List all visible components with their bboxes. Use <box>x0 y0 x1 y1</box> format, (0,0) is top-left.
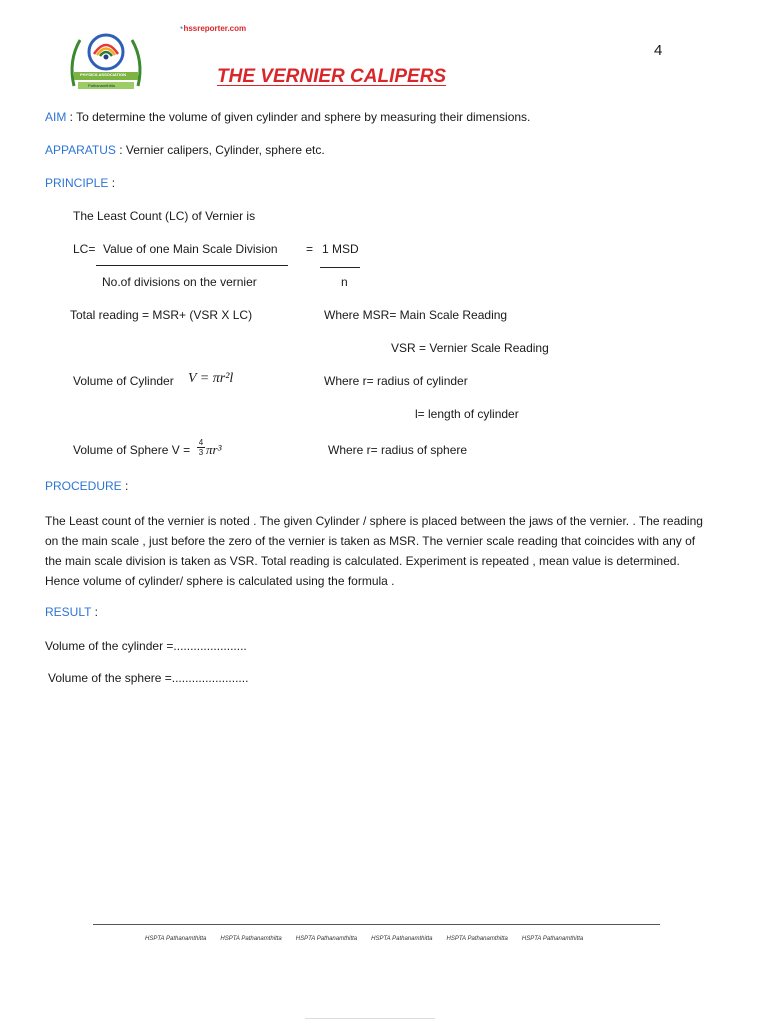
footer-name: HSPTA Pathanamthitta <box>446 936 508 942</box>
site-name: ◔hssreporter.com <box>178 23 247 33</box>
page-number: 4 <box>654 42 663 59</box>
logo-text-bottom: Pathanamthitta <box>88 83 115 88</box>
principle-label: PRINCIPLE <box>45 176 109 190</box>
volume-cylinder-formula: V = πr²l <box>188 371 234 386</box>
sphere-fraction <box>197 438 205 457</box>
result-colon: : <box>91 605 98 619</box>
apparatus-label: APPARATUS <box>45 143 116 157</box>
procedure-text: The Least count of the vernier is noted . The given Cylinder / sphere is placed between the jaws of the vernier. . The reading on the main scale , just before the zero of the vernier is taken as MSR. The vernier scale reading that coincides with any of the main scale division is taken as VSR. Total reading is calculated. Experiment is repeated , mean value is determined. Hence volume of cylinder/ sphere is calculated using the formula . <box>45 514 703 588</box>
footer-names <box>145 936 583 942</box>
where-msr: Where MSR= Main Scale Reading <box>324 308 508 322</box>
msd-denominator: n <box>341 275 348 289</box>
aim-label: AIM <box>45 110 67 124</box>
principle-colon: : <box>108 176 116 190</box>
footer-name: HSPTA Pathanamthitta <box>371 936 433 942</box>
msd-fraction-bar <box>320 267 360 268</box>
lc-numerator: Value of one Main Scale Division <box>103 242 278 256</box>
physics-association-logo <box>66 26 146 98</box>
page-bottom-rule <box>305 1018 435 1019</box>
result-sphere: Volume of the sphere =....................... <box>48 671 249 685</box>
fraction-denominator: 3 <box>198 448 204 457</box>
equals-sign: = <box>306 242 314 256</box>
length-definition: l= length of cylinder <box>415 407 519 421</box>
result-label: RESULT <box>45 605 92 619</box>
footer-name: HSPTA Pathanamthitta <box>145 936 207 942</box>
page-title: THE VERNIER CALIPERS <box>217 66 447 87</box>
where-r-cylinder: Where r= radius of cylinder <box>324 374 468 388</box>
volume-cylinder-label: Volume of Cylinder <box>73 374 174 388</box>
principle-heading <box>45 176 115 190</box>
where-r-sphere: Where r= radius of sphere <box>328 443 468 457</box>
lc-denominator: No.of divisions on the vernier <box>102 275 257 289</box>
logo-text-top: PHYSICS ASSOCIATION <box>80 72 127 77</box>
footer-name: HSPTA Pathanamthitta <box>220 936 282 942</box>
footer-name: HSPTA Pathanamthitta <box>295 936 358 942</box>
aim-text: : To determine the volume of given cylinder and sphere by measuring their dimensions. <box>66 110 531 124</box>
total-reading: Total reading = MSR+ (VSR X LC) <box>70 308 253 322</box>
result-heading <box>45 605 98 619</box>
msd-numerator: 1 MSD <box>322 242 359 256</box>
lc-intro: The Least Count (LC) of Vernier is <box>73 209 256 223</box>
vsr-definition: VSR = Vernier Scale Reading <box>391 341 549 355</box>
apparatus-line <box>45 143 325 157</box>
volume-sphere-tail: πr³ <box>206 442 222 457</box>
lc-fraction-bar <box>96 265 288 266</box>
procedure-colon: : <box>121 479 129 493</box>
procedure-label: PROCEDURE <box>45 479 122 493</box>
footer-divider <box>93 924 660 925</box>
footer-name: HSPTA Pathanamthitta <box>521 936 584 942</box>
lc-prefix: LC= <box>73 242 96 256</box>
aim-line <box>45 110 530 124</box>
apparatus-text: : Vernier calipers, Cylinder, sphere etc. <box>115 143 325 157</box>
volume-sphere-label: Volume of Sphere V = <box>73 443 191 457</box>
procedure-heading <box>45 479 128 493</box>
result-cylinder: Volume of the cylinder =...................... <box>45 639 247 653</box>
fraction-numerator: 4 <box>198 438 204 447</box>
site-logo-icon: ◔ <box>178 23 184 33</box>
